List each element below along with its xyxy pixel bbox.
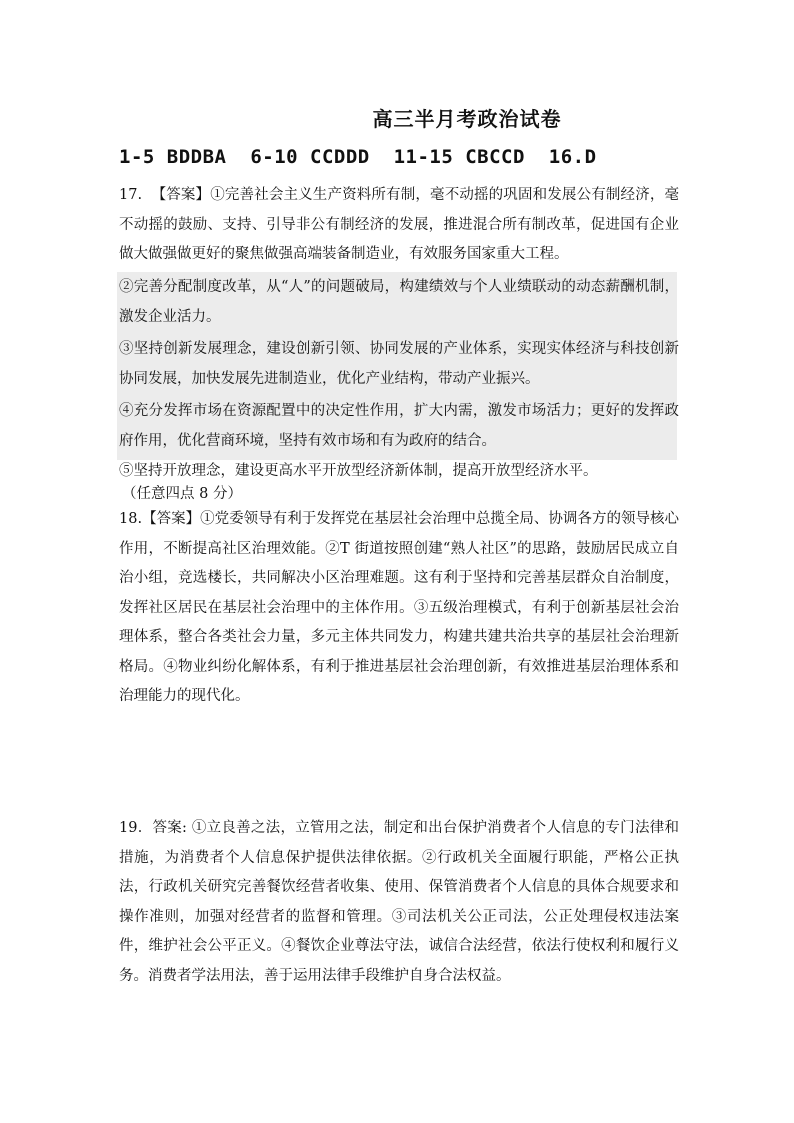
- q17-answer-point4: [119, 397, 679, 456]
- q17-label: 17. 【答案】: [119, 187, 211, 203]
- q17-answer-point2: [119, 273, 679, 332]
- choice-answers-line: 1-5 BDDBA 6-10 CCDDD 11-15 CBCCD 16.D: [119, 146, 597, 168]
- q18-label: 18.【答案】: [119, 511, 201, 527]
- q17-answer-point1: [119, 181, 679, 270]
- page-title: 高三半月考政治试卷: [372, 107, 562, 131]
- q18-answer: [119, 505, 679, 712]
- q17-point2-text: ②完善分配制度改革，从“人”的问题破局，构建绩效与个人业绩联动的动态薪酬机制，激发企业活力。: [119, 279, 679, 325]
- q19-label: 19．答案:: [119, 820, 192, 836]
- q19-text: ①立良善之法，立管用之法，制定和出台保护消费者个人信息的专门法律和措施，为消费者个人信息保护提供法律依据。②行政机关全面履行职能，严格公正执法，行政机关研究完善餐饮经营者收集、使用、保管消费者个人信息的具体合规要求和操作准则，加强对经营者的监督和管理。③司法机关公正司法，公正处理侵权违法案件，维护社会公平正义。④餐饮企业尊法守法，诚信合法经营，依法行使权利和履行义务。消费者学法用法，善于运用法律手段维护自身合法权益。: [119, 820, 679, 984]
- q17-point4-text: ④充分发挥市场在资源配置中的决定性作用，扩大内需，激发市场活力；更好的发挥政府作用，优化营商环境，坚持有效市场和有为政府的结合。: [119, 403, 679, 449]
- q17-score-note: （任意四点 8 分）: [122, 486, 242, 502]
- q17-point3-text: ③坚持创新发展理念，建设创新引领、协同发展的产业体系，实现实体经济与科技创新协同发展，加快发展先进制造业，优化产业结构，带动产业振兴。: [119, 341, 679, 387]
- q17-answer-point3: [119, 335, 679, 394]
- q19-answer: [119, 814, 679, 991]
- q18-text: ①党委领导有利于发挥党在基层社会治理中总揽全局、协调各方的领导核心作用，不断提高社区治理效能。②T 街道按照创建“熟人社区”的思路，鼓励居民成立自治小组，竞选楼长，共同解决小区治理难题。这有利于坚持和完善基层群众自治制度，发挥社区居民在基层社会治理中的主体作用。③五级治理模式，有利于创新基层社会治理体系，整合各类社会力量，多元主体共同发力，构建共建共治共享的基层社会治理新格局。④物业纠纷化解体系，有利于推进基层社会治理创新，有效推进基层治理体系和治理能力的现代化。: [119, 511, 680, 704]
- q17-point1-text: ①完善社会主义生产资料所有制，毫不动摇的巩固和发展公有制经济，毫不动摇的鼓励、支持、引导非公有制经济的发展，推进混合所有制改革，促进国有企业做大做强做更好的聚焦做强高端装备制造业，有效服务国家重大工程。: [119, 187, 680, 262]
- q17-point5-text: ⑤坚持开放理念，建设更高水平开放型经济新体制，提高开放型经济水平。: [119, 463, 598, 479]
